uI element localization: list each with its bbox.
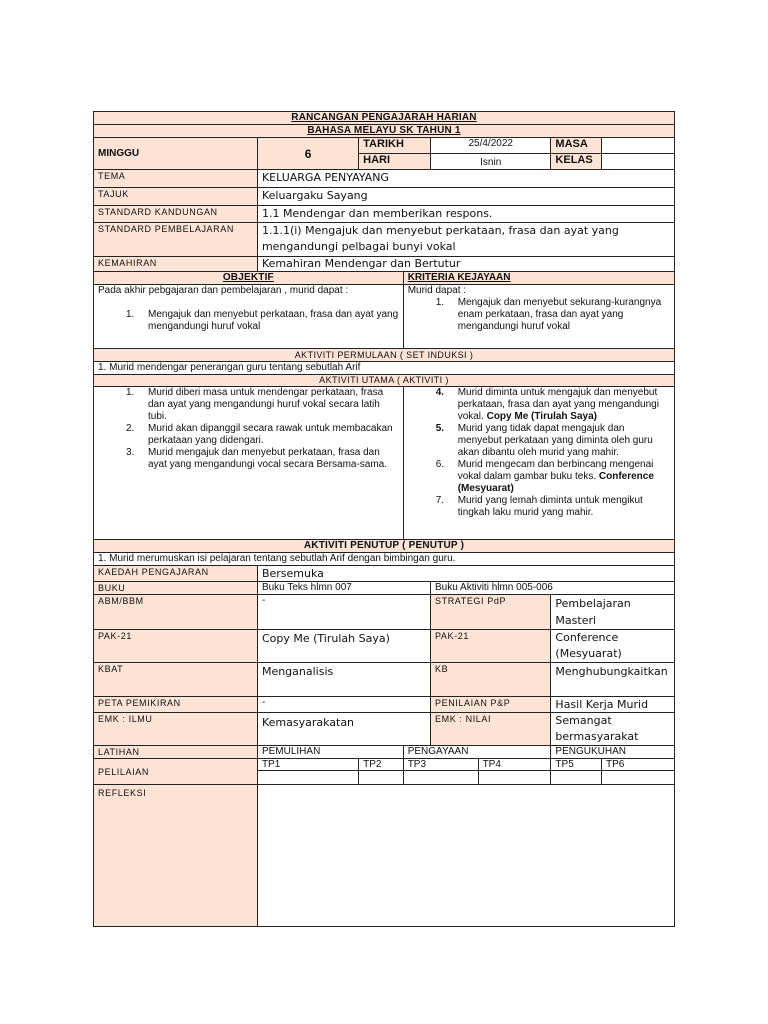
utama-item — [408, 459, 670, 495]
kemahiran-label: KEMAHIRAN — [94, 257, 258, 272]
strategi-label: STRATEGI PdP — [431, 595, 551, 630]
latihan-label: LATIHAN — [94, 746, 258, 759]
tp3-mark — [403, 771, 478, 785]
plan-title: RANCANGAN PENGAJARAH HARIAN — [94, 112, 675, 125]
utama-item-text: Murid diminta untuk mengajuk dan menyebut perkataan, frasa dan ayat yang mengandungi vokal. — [457, 387, 659, 422]
kelas-value — [602, 154, 675, 170]
tp2-mark — [359, 771, 404, 785]
pak21-label: PAK-21 — [94, 630, 258, 663]
plan-subject: BAHASA MELAYU SK TAHUN 1 — [94, 125, 675, 138]
permulaan-text: 1. Murid mendengar penerangan guru tentang sebutlah Arif — [94, 362, 675, 375]
tp4-cell: TP4 — [478, 759, 551, 771]
permulaan-header: AKTIVITI PERMULAAN ( SET INDUKSI ) — [94, 349, 675, 362]
utama-item-text: Murid akan dipanggil secara rawak untuk membacakan perkataan yang didengari. — [148, 423, 393, 446]
buku-teks: Buku Teks hlmn 007 — [257, 582, 430, 595]
utama-item — [408, 495, 670, 519]
standard-pembelajaran-value: 1.1.1(i) Mengajuk dan menyebut perkataan, frasa dan ayat yang mengandungi pelbagai bunyi vokal — [257, 223, 674, 257]
utama-item — [98, 447, 399, 471]
hari-label: HARI — [359, 154, 431, 170]
pelilaian-label: PELILAIAN — [94, 759, 258, 785]
peta-label: PETA PEMIKIRAN — [94, 697, 258, 713]
tarikh-value: 25/4/2022 — [431, 138, 551, 154]
utama-item-num: 7. — [435, 495, 445, 506]
objektif-item-num: 1. — [126, 309, 135, 320]
utama-item-text: Murid yang lemah diminta untuk mengikut tingkah laku murid yang mahir. — [457, 495, 643, 518]
kriteria-intro: Murid dapat : — [407, 285, 467, 296]
tp2-cell: TP2 — [359, 759, 404, 771]
emk-nilai-value: Semangat bermasyarakat — [551, 713, 675, 746]
tp1-cell: TP1 — [257, 759, 358, 771]
objektif-content — [94, 285, 404, 349]
utama-header: AKTIVITI UTAMA ( AKTIVITI ) — [94, 375, 675, 387]
pak21-highlight: Copy Me (Tirulah Saya) — [486, 411, 597, 422]
penilaian-value: Hasil Kerja Murid — [551, 697, 675, 713]
tajuk-value: Keluargaku Sayang — [257, 188, 674, 206]
utama-item-num: 4. — [435, 387, 445, 398]
buku-label: BUKU — [94, 582, 258, 595]
latihan-pengukuhan: PENGUKUHAN — [551, 746, 675, 759]
pak21-highlight: Conference (Mesyuarat) — [457, 471, 654, 494]
utama-item-num: 5. — [435, 423, 445, 434]
utama-item — [98, 423, 399, 447]
kriteria-content — [403, 285, 674, 349]
objektif-intro: Pada akhir pebgajaran dan pembelajaran , murid dapat : — [98, 285, 349, 296]
utama-item-text: Murid mengecam dan berbincang mengenai vokal dalam gambar buku teks. — [457, 459, 654, 482]
masa-label: MASA — [551, 138, 602, 154]
penilaian-label: PENILAIAN P&P — [431, 697, 551, 713]
latihan-pemulihan: PEMULIHAN — [257, 746, 403, 759]
standard-pembelajaran-label: STANDARD PEMBELAJARAN — [94, 223, 258, 257]
tp5-cell: TP5 — [551, 759, 602, 771]
kb-label: KB — [431, 663, 551, 697]
abm-value: - — [257, 595, 430, 630]
abm-label: ABM/BBM — [94, 595, 258, 630]
standard-kandungan-label: STANDARD KANDUNGAN — [94, 206, 258, 223]
refleksi-label: REFLEKSI — [94, 785, 258, 927]
strategi-value: Pembelajaran Masteri — [551, 595, 675, 630]
standard-kandungan-value: 1.1 Mendengar dan memberikan respons. — [257, 206, 674, 223]
tp6-mark — [602, 771, 675, 785]
tarikh-label: TARIKH — [359, 138, 431, 154]
utama-right — [403, 387, 674, 540]
minggu-label: MINGGU — [94, 138, 258, 170]
kriteria-item-text: Mengajuk dan menyebut sekurang-kurangnya enam perkataan, frasa dan ayat yang mengandungi huruf vokal — [457, 297, 662, 332]
kelas-label: KELAS — [551, 154, 602, 170]
minggu-value: 6 — [257, 138, 358, 170]
kriteria-item — [408, 297, 670, 333]
pak21-value-2: Conference (Mesyuarat) — [551, 630, 675, 663]
tema-label: TEMA — [94, 170, 258, 188]
utama-item-text: Murid diberi masa untuk mendengar perkataan, frasa dan ayat yang mengandungi huruf vokal secara latih tubi. — [148, 387, 384, 422]
kriteria-item-num: 1. — [435, 297, 445, 308]
hari-value: Isnin — [431, 154, 551, 170]
utama-item — [408, 387, 670, 423]
tp6-cell: TP6 — [602, 759, 675, 771]
tp4-mark — [478, 771, 551, 785]
utama-item — [408, 423, 670, 459]
kaedah-value: Bersemuka — [257, 566, 674, 582]
utama-item-num: 1. — [126, 387, 135, 398]
tp3-cell: TP3 — [403, 759, 478, 771]
tp5-mark — [551, 771, 602, 785]
kaedah-label: KAEDAH PENGAJARAN — [94, 566, 258, 582]
penutup-header: AKTIVITI PENUTUP ( PENUTUP ) — [94, 540, 675, 553]
pak21-value: Copy Me (Tirulah Saya) — [257, 630, 430, 663]
kbat-value: Menganalisis — [257, 663, 430, 697]
lesson-plan-table — [93, 111, 675, 927]
buku-aktiviti: Buku Aktiviti hlmn 005-006 — [431, 582, 675, 595]
utama-item-num: 3. — [126, 447, 135, 458]
objektif-item-text: Mengajuk dan menyebut perkataan, frasa dan ayat yang mengandungi huruf vokal — [148, 309, 399, 332]
emk-ilmu-label: EMK : ILMU — [94, 713, 258, 746]
utama-item-text: Murid yang tidak dapat mengajuk dan menyebut perkataan yang diminta oleh guru akan dibantu oleh murid yang mahir. — [457, 423, 653, 458]
kbat-label: KBAT — [94, 663, 258, 697]
penutup-text: 1. Murid merumuskan isi pelajaran tentang sebutlah Arif dengan bimbingan guru. — [94, 553, 675, 566]
objektif-item — [98, 309, 399, 333]
tema-value: KELUARGA PENYAYANG — [257, 170, 674, 188]
latihan-pengayaan: PENGAYAAN — [403, 746, 551, 759]
objektif-header: OBJEKTIF — [94, 272, 404, 285]
kriteria-header: KRITERIA KEJAYAAN — [403, 272, 674, 285]
kemahiran-value: Kemahiran Mendengar dan Bertutur — [257, 257, 674, 272]
peta-value: - — [257, 697, 430, 713]
masa-value — [602, 138, 675, 154]
emk-ilmu-value: Kemasyarakatan — [257, 713, 430, 746]
utama-item-text: Murid mengajuk dan menyebut perkataan, frasa dan ayat yang mengandungi vocal secara Bersama-sama. — [148, 447, 388, 470]
refleksi-value — [257, 785, 674, 927]
tajuk-label: TAJUK — [94, 188, 258, 206]
pak21-label-2: PAK-21 — [431, 630, 551, 663]
utama-item-num: 2. — [126, 423, 135, 434]
utama-item-num: 6. — [435, 459, 445, 470]
tp1-mark — [257, 771, 358, 785]
lesson-plan-sheet — [93, 111, 675, 927]
utama-left — [94, 387, 404, 540]
utama-item — [98, 387, 399, 423]
emk-nilai-label: EMK : NILAI — [431, 713, 551, 746]
kb-value: Menghubungkaitkan — [551, 663, 675, 697]
